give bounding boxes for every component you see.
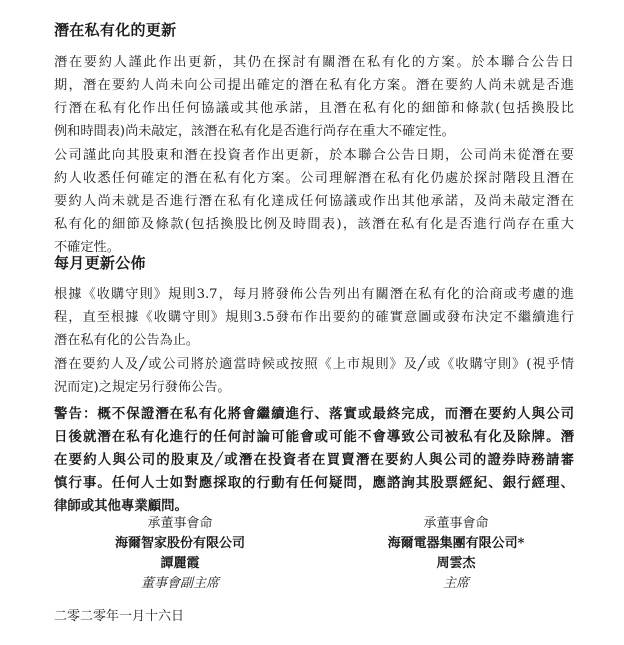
text-line: 慎行事。任何人士如對應採取的行動有任何疑問，應諮詢其股票經紀、銀行經理、 (54, 475, 574, 491)
text-line: 行潛在私有化作出任何協議或其他承諾，且潛在私有化的細節和條款(包括換股比 (54, 101, 574, 116)
text-line: 況而定)之規定另行發佈公告。 (54, 380, 231, 395)
text-line: 潛在要約人謹此作出更新，其仍在探討有關潛在私有化的方案。於本聯合公告日 (54, 55, 574, 70)
signatory-name: 譚麗霞 (160, 556, 200, 571)
text-line: 在要約人與公司的股東及╱或潛在投資者在買賣潛在要約人與公司的證券時務請審 (54, 452, 574, 468)
paragraph-company-update (54, 144, 574, 259)
company-name: 海爾電器集團有限公司* (387, 536, 525, 551)
text-line: 私有化的細節及條款(包括換股比例及時間表)，該潛在私有化是否進行尚存在重大 (54, 217, 574, 232)
text-line: 公司謹此向其股東和潛在投資者作出更新，於本聯合公告日期，公司尚未從潛在要 (54, 148, 574, 163)
text-line: 期，潛在要約人尚未向公司提出確定的潛在私有化方案。潛在要約人尚未就是否進 (54, 78, 574, 93)
text-line: 律師或其他專業顧問。 (54, 498, 188, 514)
company-name: 海爾智家股份有限公司 (114, 536, 245, 551)
text-line: 約人收悉任何確定的潛在私有化方案。公司理解潛在私有化仍處於探討階段且潛在 (54, 171, 574, 186)
by-order-label: 承董事會命 (147, 516, 213, 531)
text-line: 潛在私有化的公告為止。 (54, 333, 200, 348)
by-order-label: 承董事會命 (423, 516, 489, 531)
heading-privatisation-update: 潛在私有化的更新 (54, 21, 177, 39)
text-line: 根據《收購守則》規則3.7，每月將發佈公告列出有關潛在私有化的洽商或考慮的進 (54, 287, 574, 302)
signatory-title: 董事會副主席 (140, 576, 219, 591)
announcement-date: 二零二零年一月十六日 (54, 609, 185, 624)
signature-block-right (336, 514, 576, 594)
text-line: 日後就潛在私有化進行的任何討論可能會或可能不會導致公司被私有化及除牌。潛 (54, 429, 574, 445)
paragraph-offeror-update (54, 51, 574, 143)
text-line: 不確定性。 (54, 240, 120, 255)
text-line: 程，直至根據《收購守則》規則3.5發布作出要約的確實意圖或發布決定不繼續進行 (54, 310, 574, 325)
heading-monthly-update: 每月更新公佈 (54, 254, 146, 272)
signature-block-left (60, 514, 300, 594)
warning-paragraph (54, 403, 574, 518)
text-line: 警告：概不保證潛在私有化將會繼續進行、落實或最終完成，而潛在要約人與公司 (54, 406, 574, 422)
signatory-name: 周雲杰 (436, 556, 476, 571)
text-line: 例和時間表)尚未敲定，該潛在私有化是否進行尚存在重大不確定性。 (54, 124, 455, 139)
paragraph-takeovers-code (54, 283, 574, 352)
signatory-title: 主席 (442, 576, 469, 591)
paragraph-further-announcement (54, 353, 574, 399)
text-line: 要約人尚未就是否進行潛在私有化達成任何協議或作出其他承諾，及尚未敲定潛在 (54, 194, 574, 209)
text-line: 潛在要約人及╱或公司將於適當時候或按照《上市規則》及╱或《收購守則》(視乎情 (54, 357, 574, 372)
